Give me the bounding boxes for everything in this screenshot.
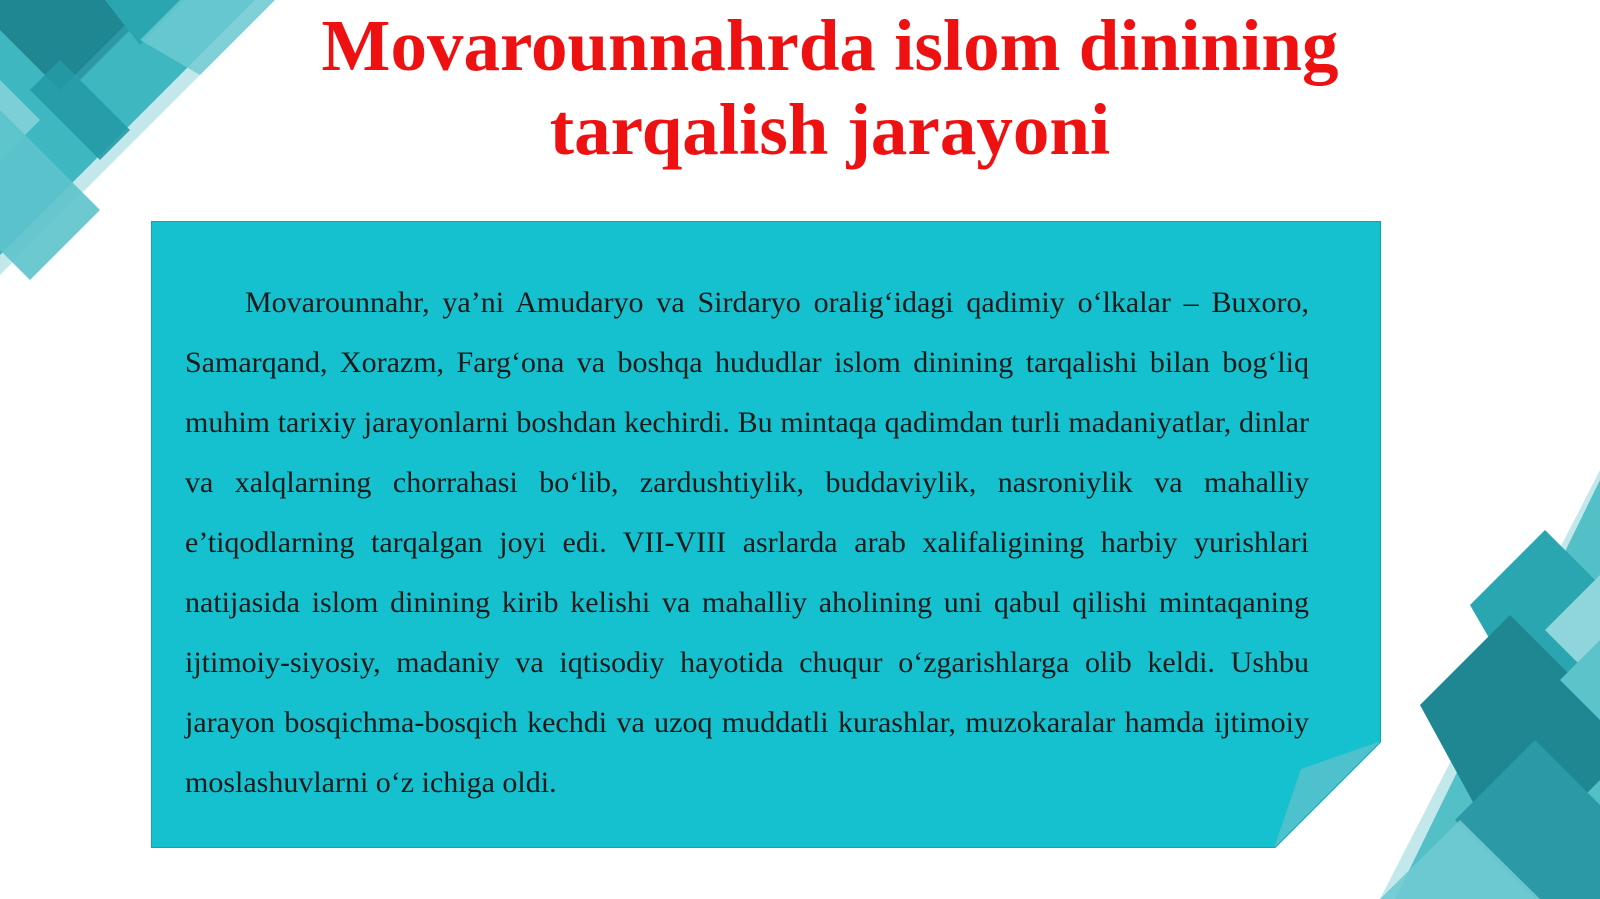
body-paragraph: Movarounnahr, ya’ni Amudaryo va Sirdaryo oralig‘idagi qadimiy o‘lkalar – Buxoro, Samarqand, Xorazm, Farg‘ona va boshqa hududlar islom dinining tarqalishi bilan bog‘liq muhim tarixiy jarayonlarni boshdan kechirdi. Bu mintaqa qadimdan turli madaniyatlar, dinlar va xalqlarning chorrahasi bo‘lib, zardushtiylik, buddaviylik, nasroniylik va mahalliy e’tiqodlarning tarqalgan joyi edi. VII-VIII asrlarda arab xalifaligining harbiy yurishlari natijasida islom dinining kirib kelishi va mahalliy aholining uni qabul qilishi mintaqaning ijtimoiy-siyosiy, madaniy va iqtisodiy hayotida chuqur o‘zgarishlarga olib keldi. Ushbu jarayon bosqichma-bosqich kechdi va uzoq muddatli kurashlar, muzokaralar hamda ijtimoiy moslashuvlarni o‘z ichiga oldi. — [185, 286, 1309, 799]
bottom-right-decoration — [1380, 470, 1600, 899]
text-card — [151, 221, 1381, 848]
slide-title: Movarounnahrda islom dinining tarqalish jarayoni — [321, 5, 1339, 170]
